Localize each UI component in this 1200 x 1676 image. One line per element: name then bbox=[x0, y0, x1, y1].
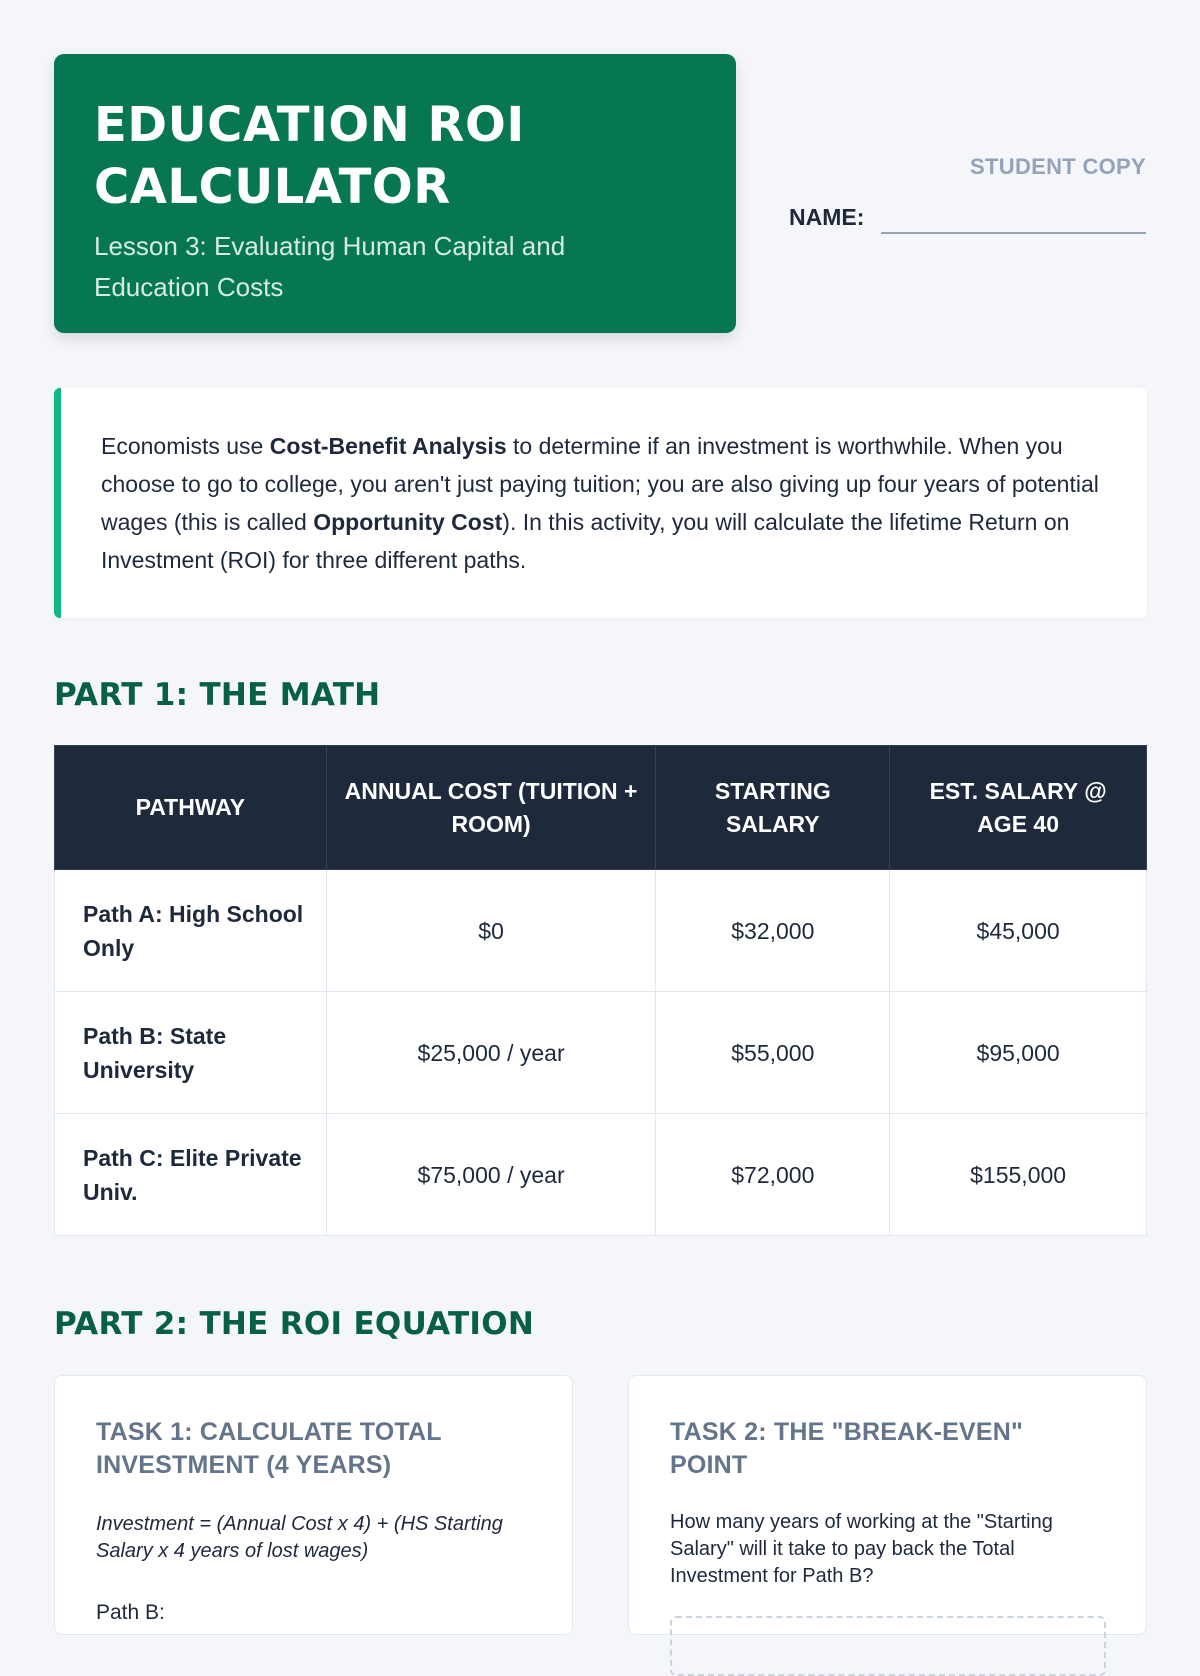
task1-path-label: Path B: bbox=[96, 1601, 165, 1624]
task1-card bbox=[54, 1375, 573, 1635]
page-subtitle: Lesson 3: Evaluating Human Capital and Education Costs bbox=[94, 231, 566, 302]
title-banner bbox=[54, 54, 736, 333]
salary-40-cell: $45,000 bbox=[890, 870, 1147, 992]
name-label: NAME: bbox=[789, 204, 865, 230]
table-row bbox=[55, 992, 1147, 1114]
page-title: EDUCATION ROI CALCULATOR bbox=[94, 97, 525, 215]
student-copy-label: STUDENT COPY bbox=[970, 154, 1146, 179]
annual-cost-cell: $75,000 / year bbox=[326, 1114, 656, 1236]
annual-cost-cell: $25,000 / year bbox=[326, 992, 656, 1114]
column-header-pathway: PATHWAY bbox=[55, 746, 327, 870]
task1-title: TASK 1: CALCULATE TOTAL INVESTMENT (4 YEARS) bbox=[96, 1418, 442, 1479]
task1-formula: Investment = (Annual Cost x 4) + (HS Starting Salary x 4 years of lost wages) bbox=[96, 1513, 503, 1562]
starting-salary-cell: $72,000 bbox=[656, 1114, 890, 1236]
intro-term-cost-benefit: Cost-Benefit Analysis bbox=[269, 433, 507, 459]
annual-cost-cell: $0 bbox=[326, 870, 656, 992]
table-header-row bbox=[55, 746, 1147, 870]
pathway-cell: Path C: Elite Private Univ. bbox=[55, 1114, 327, 1236]
pathway-cell: Path A: High School Only bbox=[55, 870, 327, 992]
starting-salary-cell: $55,000 bbox=[656, 992, 890, 1114]
part2-heading: PART 2: THE ROI EQUATION bbox=[54, 1306, 535, 1342]
task2-answer-box[interactable] bbox=[670, 1616, 1106, 1676]
name-input-line[interactable] bbox=[881, 232, 1146, 234]
table-row bbox=[55, 1114, 1147, 1236]
task2-question: How many years of working at the "Starting Salary" will it take to pay back the Total Investment for Path B? bbox=[670, 1511, 1053, 1587]
task2-title: TASK 2: THE "BREAK-EVEN" POINT bbox=[670, 1418, 1024, 1479]
part1-heading: PART 1: THE MATH bbox=[54, 677, 381, 713]
salary-40-cell: $155,000 bbox=[890, 1114, 1147, 1236]
intro-text-1: Economists use bbox=[101, 433, 270, 459]
salary-40-cell: $95,000 bbox=[890, 992, 1147, 1114]
starting-salary-cell: $32,000 bbox=[656, 870, 890, 992]
pathway-cell: Path B: State University bbox=[55, 992, 327, 1114]
column-header-annual-cost: ANNUAL COST (TUITION + ROOM) bbox=[326, 746, 656, 870]
name-field-row bbox=[789, 200, 1146, 234]
task2-card bbox=[628, 1375, 1147, 1635]
intro-text-3: ). In this activity, you will calculate the lifetime Return on Investment (ROI) for three different paths. bbox=[101, 509, 1070, 573]
intro-callout bbox=[54, 388, 1147, 618]
column-header-starting-salary: STARTING SALARY bbox=[656, 746, 890, 870]
column-header-salary-40: EST. SALARY @ AGE 40 bbox=[890, 746, 1147, 870]
intro-text-2: to determine if an investment is worthwhile. When you choose to go to college, you aren't just paying tuition; you are also giving up four years of potential wages (this is called bbox=[101, 433, 1099, 535]
table-row bbox=[55, 870, 1147, 992]
pathway-table bbox=[54, 745, 1147, 1236]
intro-term-opportunity-cost: Opportunity Cost bbox=[313, 509, 503, 535]
